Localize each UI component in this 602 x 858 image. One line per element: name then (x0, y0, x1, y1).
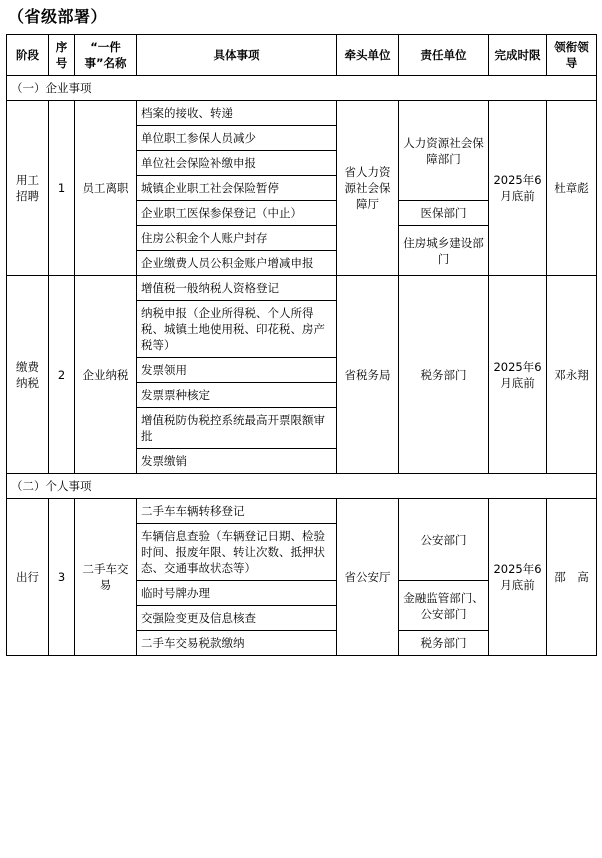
cell-one-thing-name: 员工离职 (75, 101, 137, 276)
cell-specific-item: 发票缴销 (137, 449, 337, 474)
header-stage: 阶段 (7, 35, 49, 76)
header-leader: 领衔领导 (547, 35, 597, 76)
header-lead-unit: 牵头单位 (337, 35, 399, 76)
cell-one-thing-name: 企业纳税 (75, 276, 137, 474)
cell-specific-item: 企业职工医保参保登记（中止） (137, 201, 337, 226)
cell-specific-item: 企业缴费人员公积金账户增减申报 (137, 251, 337, 276)
cell-specific-item: 增值税一般纳税人资格登记 (137, 276, 337, 301)
cell-one-thing-name: 二手车交易 (75, 499, 137, 656)
section-header-row (7, 474, 597, 499)
header-deadline: 完成时限 (489, 35, 547, 76)
table-row (7, 276, 597, 301)
cell-specific-item: 档案的接收、转递 (137, 101, 337, 126)
cell-specific-item: 交强险变更及信息核查 (137, 606, 337, 631)
cell-lead-unit: 省公安厅 (337, 499, 399, 656)
table-row (7, 499, 597, 524)
cell-responsible-unit: 人力资源社会保障部门 (399, 101, 489, 201)
cell-leading-official: 邓永翔 (547, 276, 597, 474)
table-row (7, 101, 597, 126)
cell-responsible-unit: 住房城乡建设部门 (399, 226, 489, 276)
cell-specific-item: 单位职工参保人员减少 (137, 126, 337, 151)
cell-specific-item: 二手车交易税款缴纳 (137, 631, 337, 656)
cell-specific-item: 城镇企业职工社会保险暂停 (137, 176, 337, 201)
cell-sequence-number: 1 (49, 101, 75, 276)
cell-lead-unit: 省人力资源社会保障厅 (337, 101, 399, 276)
cell-deadline: 2025年6月底前 (489, 101, 547, 276)
header-resp-unit: 责任单位 (399, 35, 489, 76)
cell-responsible-unit: 税务部门 (399, 276, 489, 474)
cell-leading-official: 杜章彪 (547, 101, 597, 276)
section-label: （一）企业事项 (7, 76, 597, 101)
page-title: （省级部署） (8, 7, 108, 26)
cell-specific-item: 纳税申报（企业所得税、个人所得税、城镇土地使用税、印花税、房产税等） (137, 301, 337, 358)
cell-specific-item: 车辆信息查验（车辆登记日期、检验时间、报废年限、转让次数、抵押状态、交通事故状态等） (137, 524, 337, 581)
cell-stage: 缴费纳税 (7, 276, 49, 474)
cell-specific-item: 二手车车辆转移登记 (137, 499, 337, 524)
cell-responsible-unit: 税务部门 (399, 631, 489, 656)
cell-responsible-unit: 公安部门 (399, 499, 489, 581)
cell-stage: 用工招聘 (7, 101, 49, 276)
cell-leading-official: 邵 高 (547, 499, 597, 656)
cell-specific-item: 发票票种核定 (137, 383, 337, 408)
table-header-row (7, 35, 597, 76)
header-item: 具体事项 (137, 35, 337, 76)
cell-specific-item: 发票领用 (137, 358, 337, 383)
cell-responsible-unit: 医保部门 (399, 201, 489, 226)
cell-sequence-number: 3 (49, 499, 75, 656)
table-body (7, 76, 597, 656)
cell-specific-item: 住房公积金个人账户封存 (137, 226, 337, 251)
cell-sequence-number: 2 (49, 276, 75, 474)
header-no: 序号 (49, 35, 75, 76)
cell-specific-item: 增值税防伪税控系统最高开票限额审批 (137, 408, 337, 449)
section-label: （二）个人事项 (7, 474, 597, 499)
deployment-table (6, 34, 597, 656)
cell-deadline: 2025年6月底前 (489, 276, 547, 474)
section-header-row (7, 76, 597, 101)
cell-deadline: 2025年6月底前 (489, 499, 547, 656)
cell-stage: 出行 (7, 499, 49, 656)
cell-specific-item: 单位社会保险补缴申报 (137, 151, 337, 176)
cell-lead-unit: 省税务局 (337, 276, 399, 474)
cell-specific-item: 临时号牌办理 (137, 581, 337, 606)
cell-responsible-unit: 金融监管部门、公安部门 (399, 581, 489, 631)
header-one-name: “一件事”名称 (75, 35, 137, 76)
